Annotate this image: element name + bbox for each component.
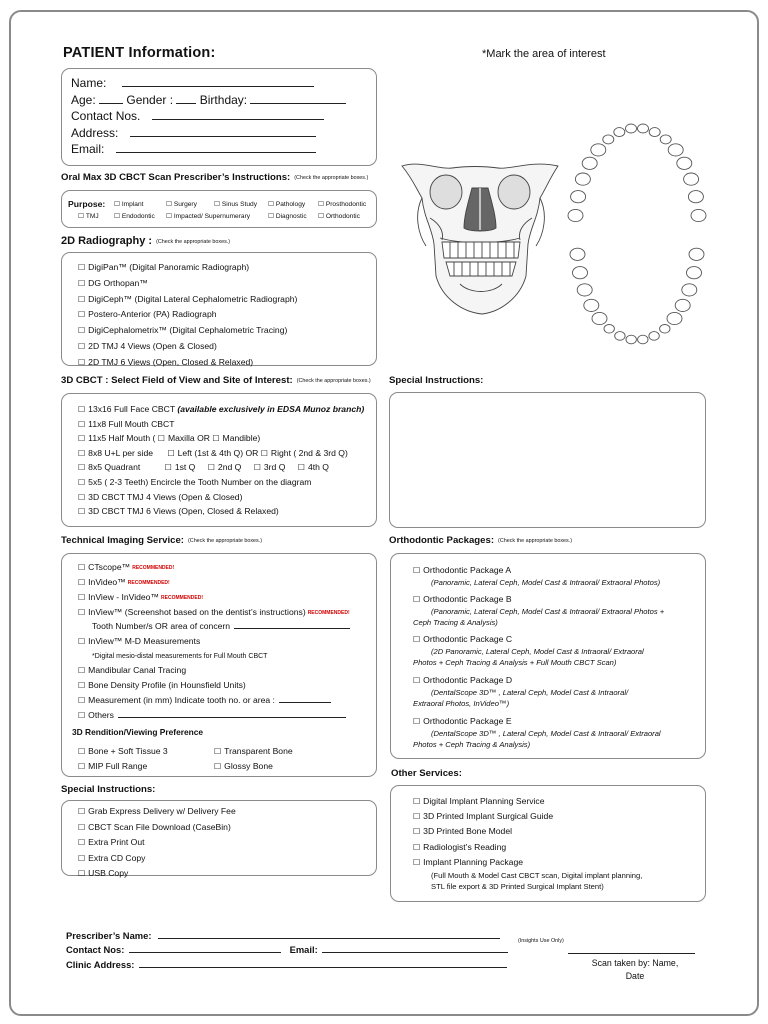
purpose-pathology[interactable]: ☐ Pathology <box>268 200 306 208</box>
mark-area-note: *Mark the area of interest <box>482 48 606 60</box>
cbct-11x8[interactable]: ☐ 11x8 Full Mouth CBCT <box>78 418 175 429</box>
ortho-package-a[interactable]: ☐ Orthodontic Package A <box>413 565 512 575</box>
radiography-item-0[interactable]: ☐ DigiPan™ (Digital Panoramic Radiograph) <box>78 262 250 272</box>
email-field[interactable] <box>116 143 316 153</box>
tooth-17[interactable] <box>573 267 588 279</box>
other-services-list <box>413 794 553 870</box>
tech-tooth-number: Tooth Number/s OR area of concern <box>92 619 350 633</box>
render-glossy[interactable]: ☐ Glossy Bone <box>214 761 273 771</box>
radiography-item-6[interactable]: ☐ 2D TMJ 6 Views (Open, Closed & Relaxed) <box>78 356 254 367</box>
prescriber-contact-field[interactable] <box>129 944 281 953</box>
other-services-box: ☐ Digital Implant Planning Service ☐ 3D Printed Implant Surgical Guide ☐ 3D Printed Bone Model ☐ Radiologist’s Reading ☐ Implant Planning Package (Full Mouth & Model Cast CBCT scan, Digital implant planning, STL file export & 3D Printed Surgical Implant Stent) <box>390 785 706 902</box>
tech-measurement[interactable]: ☐ Measurement (in mm) Indicate tooth no. or area : <box>78 693 331 708</box>
birthday-field[interactable] <box>250 94 346 104</box>
tooth-6[interactable] <box>614 128 625 137</box>
contact-label: Contact Nos. <box>71 109 141 123</box>
contact-row: Contact Nos: Email: <box>66 942 508 957</box>
cbct-3d-title: 3D CBCT : Select Field of View and Site of Interest: (Check the appropriate boxes.) <box>61 375 371 386</box>
tooth-27[interactable] <box>667 312 682 324</box>
cbct-13x16[interactable]: ☐ 13x16 Full Face CBCT (available exclusively in EDSA Munoz branch) <box>78 404 365 414</box>
tooth-30[interactable] <box>687 267 702 279</box>
clinic-address-row: Clinic Address: <box>66 957 507 972</box>
age-field[interactable] <box>99 94 123 104</box>
tooth-15[interactable] <box>691 209 706 221</box>
tooth-11[interactable] <box>668 144 683 156</box>
tooth-7[interactable] <box>626 124 637 133</box>
cbct-11x5[interactable]: ☐ 11x5 Half Mouth ( ☐ Maxilla OR ☐ Mandible) <box>78 433 261 444</box>
cbct-tmj-4[interactable]: ☐ 3D CBCT TMJ 4 Views (Open & Closed) <box>78 491 243 502</box>
tech-ctscope[interactable]: ☐ CTscope™ RECOMMENDED! <box>78 562 175 572</box>
tooth-22[interactable] <box>615 332 625 341</box>
ortho-package-d[interactable]: ☐ Orthodontic Package D <box>413 675 513 685</box>
prescriber-name-row: Prescriber’s Name: <box>66 928 500 943</box>
other-services-title: Other Services: <box>391 768 462 779</box>
scan-taken-label: Scan taken by: Name, Date <box>591 958 679 981</box>
ortho-title: Orthodontic Packages: (Check the appropriate boxes.) <box>389 535 573 546</box>
radiography-item-2[interactable]: ☐ DigiCeph™ (Digital Lateral Cephalometric Radiograph) <box>78 293 298 304</box>
tooth-3[interactable] <box>582 157 597 169</box>
tooth-4[interactable] <box>591 144 606 156</box>
radiography-2d-box <box>61 252 377 366</box>
render-mip[interactable]: ☐ MIP Full Range <box>78 761 148 771</box>
tech-canal-tracing[interactable]: ☐ Mandibular Canal Tracing <box>78 665 187 675</box>
skull-illustration[interactable] <box>400 158 562 318</box>
rendition-title: 3D Rendition/Viewing Preference <box>72 727 204 737</box>
tooth-10[interactable] <box>660 135 671 144</box>
purpose-impacted[interactable]: ☐ Impacted/ Supernumerary <box>166 212 251 220</box>
others-field[interactable] <box>118 709 346 718</box>
special-item-4[interactable]: ☐ USB Copy <box>78 868 129 879</box>
special-instructions-textarea[interactable] <box>389 392 706 528</box>
cbct-8x8[interactable]: ☐ 8x8 U+L per side ☐ Left (1st & 4th Q) OR ☐ Right ( 2nd & 3rd Q) <box>78 447 348 458</box>
prescriber-instructions-title: Oral Max 3D CBCT Scan Prescriber’s Instructions: (Check the appropriate boxes.) <box>61 172 369 183</box>
radiography-item-5[interactable]: ☐ 2D TMJ 4 Views (Open & Closed) <box>78 340 217 351</box>
special-item-3[interactable]: ☐ Extra CD Copy <box>78 852 146 863</box>
tech-bone-density[interactable]: ☐ Bone Density Profile (in Hounsfield Units) <box>78 680 246 690</box>
contact-field[interactable] <box>152 110 324 120</box>
purpose-surgery[interactable]: ☐ Surgery <box>166 200 197 208</box>
measurement-field[interactable] <box>279 694 331 703</box>
other-service-item-2[interactable]: ☐ 3D Printed Bone Model <box>413 826 513 837</box>
mandible-option: Mandible) <box>222 433 261 444</box>
purpose-sinus-study[interactable]: ☐ Sinus Study <box>214 200 258 208</box>
ortho-package-c[interactable]: ☐ Orthodontic Package C <box>413 634 513 644</box>
tech-inview-screenshot[interactable]: ☐ InView™ (Screenshot based on the dentist’s instructions) RECOMMENDED! <box>78 607 350 617</box>
scan-taken-line[interactable] <box>568 953 695 954</box>
prescriber-name-field[interactable] <box>158 930 500 939</box>
tooth-20[interactable] <box>592 312 607 324</box>
implant-package-desc: (Full Mouth & Model Cast CBCT scan, Digital implant planning, <box>431 871 643 880</box>
purpose-label: Purpose: <box>68 199 106 209</box>
ortho-d-desc: (DentalScope 3D™ , Lateral Ceph, Model Cast & Intraoral/ <box>431 688 629 697</box>
special-item-0[interactable]: ☐ Grab Express Delivery w/ Delivery Fee <box>78 806 236 816</box>
radiography-item-3[interactable]: ☐ Postero-Anterior (PA) Radiograph <box>78 309 217 320</box>
tooth-9[interactable] <box>649 128 660 137</box>
special-instructions-list <box>78 804 236 882</box>
ortho-package-b[interactable]: ☐ Orthodontic Package B <box>413 594 512 604</box>
purpose-orthodontic[interactable]: ☐ Orthodontic <box>318 212 360 220</box>
cbct-8x5[interactable]: ☐ 8x5 Quadrant ☐ 1st Q ☐ 2nd Q ☐ 3rd Q ☐ 4th Q <box>78 462 329 473</box>
name-field[interactable] <box>122 77 314 87</box>
technical-title: Technical Imaging Service: (Check the appropriate boxes.) <box>61 535 263 546</box>
render-transparent[interactable]: ☐ Transparent Bone <box>214 746 293 756</box>
tech-md-note: *Digital mesio-distal measurements for Full Mouth CBCT <box>92 653 268 660</box>
birthday-label: Birthday: <box>199 92 248 107</box>
tooth-26[interactable] <box>660 325 670 334</box>
patient-title: PATIENT Information: <box>63 45 216 61</box>
tooth-21[interactable] <box>604 325 614 334</box>
address-field[interactable] <box>130 127 316 137</box>
name-label: Name: <box>71 76 107 90</box>
cbct-tmj-6[interactable]: ☐ 3D CBCT TMJ 6 Views (Open, Closed & Relaxed) <box>78 506 279 517</box>
other-service-item-0[interactable]: ☐ Digital Implant Planning Service <box>413 796 545 806</box>
ortho-package-e[interactable]: ☐ Orthodontic Package E <box>413 716 512 726</box>
dental-arch-diagram[interactable] <box>562 120 712 348</box>
tooth-1[interactable] <box>571 191 586 203</box>
special-item-2[interactable]: ☐ Extra Print Out <box>78 837 145 848</box>
technical-box <box>61 553 377 777</box>
other-service-item-4[interactable]: ☐ Implant Planning Package <box>413 856 524 867</box>
tooth-0[interactable] <box>568 209 583 221</box>
tooth-16[interactable] <box>570 248 585 260</box>
insights-note: (Insights Use Only) <box>518 938 564 944</box>
tooth-25[interactable] <box>649 332 659 341</box>
other-service-item-3[interactable]: ☐ Radiologist’s Reading <box>413 841 507 852</box>
clinic-address-field[interactable] <box>139 959 507 968</box>
purpose-endodontic[interactable]: ☐ Endodontic <box>114 212 155 220</box>
ortho-c-desc: (2D Panoramic, Lateral Ceph, Model Cast & Intraoral/ Extraoral <box>431 647 644 656</box>
address-label: Address: <box>71 125 119 140</box>
tooth-number-field[interactable] <box>234 620 350 629</box>
tooth-5[interactable] <box>603 135 614 144</box>
special-instructions-bottom-title: Special Instructions: <box>61 784 156 795</box>
gender-label: Gender : <box>126 92 174 107</box>
ortho-b-desc: (Panoramic, Lateral Ceph, Model Cast & Intraoral/ Extraoral Photos + <box>431 607 665 616</box>
maxilla-option: Maxilla OR <box>167 433 210 444</box>
tooth-19[interactable] <box>584 299 599 311</box>
tooth-24[interactable] <box>638 335 648 344</box>
special-instructions-bottom-box <box>61 800 377 879</box>
purpose-box <box>61 190 377 228</box>
tech-inview-invideo[interactable]: ☐ InView - InVideo™ RECOMMENDED! <box>78 592 203 602</box>
tech-invideo[interactable]: ☐ InVideo™ RECOMMENDED! <box>78 577 170 587</box>
tooth-2[interactable] <box>575 173 590 185</box>
ortho-box: ☐ Orthodontic Package A (Panoramic, Lateral Ceph, Model Cast & Intraoral/ Extraoral Photos) ☐ Orthodontic Package B (Panoramic, Lateral Ceph, Model Cast & Intraoral/ Extraoral Photos + Ceph Tracing & Analysis) ☐ Orthodontic Package C (2D Panoramic, Lateral Ceph, Model Cast & Intraoral/ Extraoral Photos + Ceph Tracing & Analysis + Full Mouth CBCT Scan) ☐ Orthodontic Package D (DentalScope 3D™ , Lateral Ceph, Model Cast & Intraoral/ Extraoral Photos, InVideo™) ☐ Orthodontic Package E (DentalScope 3D™ , Lateral Ceph, Model Cast & Intraoral/ Extraoral Photos + Ceph Tracing & Analysis) <box>390 553 706 759</box>
radiography-2d-list <box>78 260 297 371</box>
tooth-13[interactable] <box>684 173 699 185</box>
tech-others[interactable]: ☐ Others <box>78 708 346 723</box>
age-label: Age: <box>71 92 96 107</box>
radiography-item-4[interactable]: ☐ DigiCephalometrix™ (Digital Cephalometric Tracing) <box>78 325 288 336</box>
purpose-tmj[interactable]: ☐ TMJ <box>78 212 99 220</box>
gender-field[interactable] <box>176 94 196 104</box>
special-instructions-right-title: Special Instructions: <box>389 375 484 386</box>
tech-md-measurements[interactable]: ☐ InView™ M-D Measurements <box>78 636 201 646</box>
tooth-23[interactable] <box>626 335 636 344</box>
cbct-3d-box <box>61 393 377 527</box>
other-service-item-1[interactable]: ☐ 3D Printed Implant Surgical Guide <box>413 811 554 822</box>
tooth-12[interactable] <box>677 157 692 169</box>
patient-info-box <box>61 68 377 166</box>
tooth-29[interactable] <box>682 284 697 296</box>
tooth-8[interactable] <box>638 124 649 133</box>
radiography-2d-title: 2D Radiography : (Check the appropriate boxes.) <box>61 235 231 247</box>
ortho-a-desc: (Panoramic, Lateral Ceph, Model Cast & Intraoral/ Extraoral Photos) <box>431 578 661 587</box>
tooth-14[interactable] <box>688 191 703 203</box>
prescriber-email-field[interactable] <box>322 944 508 953</box>
purpose-diagnostic[interactable]: ☐ Diagnostic <box>268 212 307 220</box>
ortho-e-desc: (DentalScope 3D™ , Lateral Ceph, Model Cast & Intraoral/ Extraoral <box>431 729 661 738</box>
tooth-31[interactable] <box>689 248 704 260</box>
special-item-1[interactable]: ☐ CBCT Scan File Download (CaseBin) <box>78 821 231 832</box>
purpose-prosthodontic[interactable]: ☐ Prosthodontic <box>318 200 367 208</box>
purpose-implant[interactable]: ☐ Implant <box>114 200 144 208</box>
tooth-18[interactable] <box>577 284 592 296</box>
tooth-28[interactable] <box>675 299 690 311</box>
render-bone-soft[interactable]: ☐ Bone + Soft Tissue 3 <box>78 746 168 756</box>
cbct-5x5[interactable]: ☐ 5x5 ( 2-3 Teeth) Encircle the Tooth Number on the diagram <box>78 477 312 487</box>
email-label: Email: <box>71 142 105 156</box>
radiography-item-1[interactable]: ☐ DG Orthopan™ <box>78 277 148 288</box>
